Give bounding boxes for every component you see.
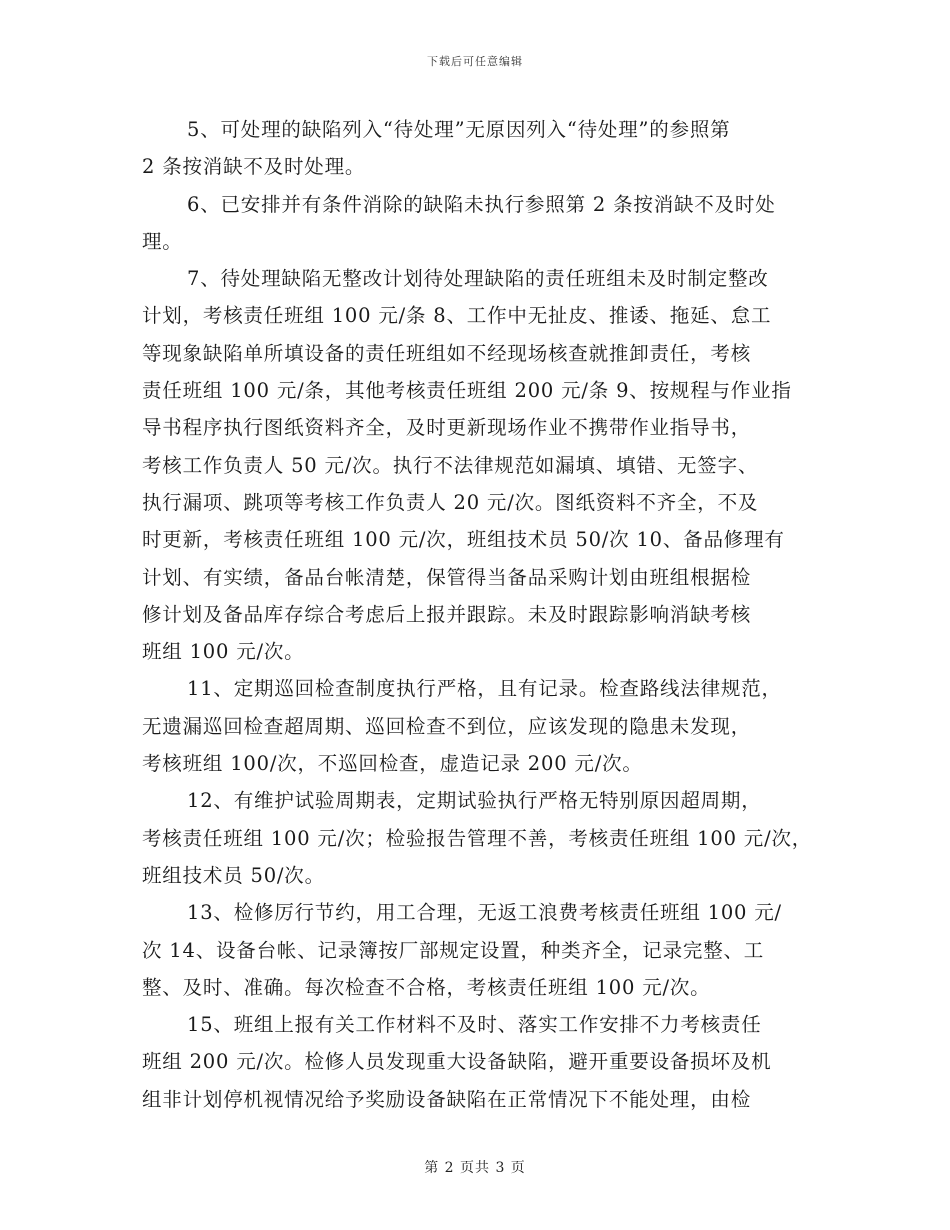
text-line: 时更新，考核责任班组 100 元/次，班组技术员 50/次 10、备品修理有: [142, 528, 785, 552]
text-line: 次 14、设备台帐、记录簿按厂部规定设置，种类齐全，记录完整、工: [142, 938, 765, 962]
text-line: 等现象缺陷单所填设备的责任班组如不经现场核查就推卸责任，考核: [142, 341, 752, 365]
text-line: 计划，考核责任班组 100 元/条 8、工作中无扯皮、推诿、拖延、怠工: [142, 304, 772, 328]
text-line: 13、检修厉行节约，用工合理，无返工浪费考核责任班组 100 元/: [187, 901, 782, 925]
page-header: 下载后可任意编辑: [427, 55, 523, 68]
text-line: 导书程序执行图纸资料齐全，及时更新现场作业不携带作业指导书，: [142, 416, 752, 440]
text-line: 5、可处理的缺陷列入“待处理”无原因列入“待处理”的参照第: [187, 118, 731, 141]
paragraph-13: [142, 894, 832, 1006]
text-line: 组非计划停机视情况给予奖励设备缺陷在正常情况下不能处理，由检: [142, 1087, 752, 1111]
text-line: 责任班组 100 元/条，其他考核责任班组 200 元/条 9、按规程与作业指: [142, 379, 792, 403]
text-line: 修计划及备品库存综合考虑后上报并跟踪。未及时跟踪影响消缺考核: [142, 602, 752, 626]
text-line: 班组 200 元/次。检修人员发现重大设备缺陷，避开重要设备损坏及机: [142, 1050, 772, 1074]
text-line: 执行漏项、跳项等考核工作负责人 20 元/次。图纸资料不齐全，不及: [142, 490, 759, 514]
paragraph-15: [142, 1006, 832, 1118]
text-line: 6、已安排并有条件消除的缺陷未执行参照第 2 条按消缺不及时处: [187, 192, 776, 216]
text-line: 考核责任班组 100 元/次；检验报告管理不善，考核责任班组 100 元/次，: [142, 826, 813, 850]
text-line: 12、有维护试验周期表，定期试验执行严格无特别原因超周期，: [187, 789, 762, 813]
document-body: [142, 111, 832, 1118]
text-line: 无遗漏巡回检查超周期、巡回检查不到位，应该发现的隐患未发现，: [142, 714, 752, 738]
paragraph-7: [142, 260, 832, 670]
text-line: 理。: [142, 229, 183, 253]
text-line: 考核工作负责人 50 元/次。执行不法律规范如漏填、填错、无签字、: [142, 453, 759, 477]
text-line: 计划、有实绩，备品台帐清楚，保管得当备品采购计划由班组根据检: [142, 565, 752, 589]
page-number-footer: 第 2 页共 3 页: [424, 1160, 526, 1176]
text-line: 7、待处理缺陷无整改计划待处理缺陷的责任班组未及时制定整改: [187, 267, 769, 291]
text-line: 考核班组 100/次，不巡回检查，虚造记录 200 元/次。: [142, 752, 643, 776]
paragraph-11: [142, 670, 832, 782]
paragraph-6: [142, 186, 832, 261]
text-line: 班组 100 元/次。: [142, 640, 305, 664]
text-line: 11、定期巡回检查制度执行严格，且有记录。检查路线法律规范，: [187, 677, 782, 701]
paragraph-12: [142, 782, 832, 894]
text-line: 15、班组上报有关工作材料不及时、落实工作安排不力考核责任: [187, 1013, 762, 1037]
paragraph-5: [142, 111, 832, 186]
text-line: 2 条按消缺不及时处理。: [142, 155, 366, 179]
text-line: 班组技术员 50/次。: [142, 863, 325, 887]
text-line: 整、及时、准确。每次检查不合格，考核责任班组 100 元/次。: [142, 975, 711, 999]
